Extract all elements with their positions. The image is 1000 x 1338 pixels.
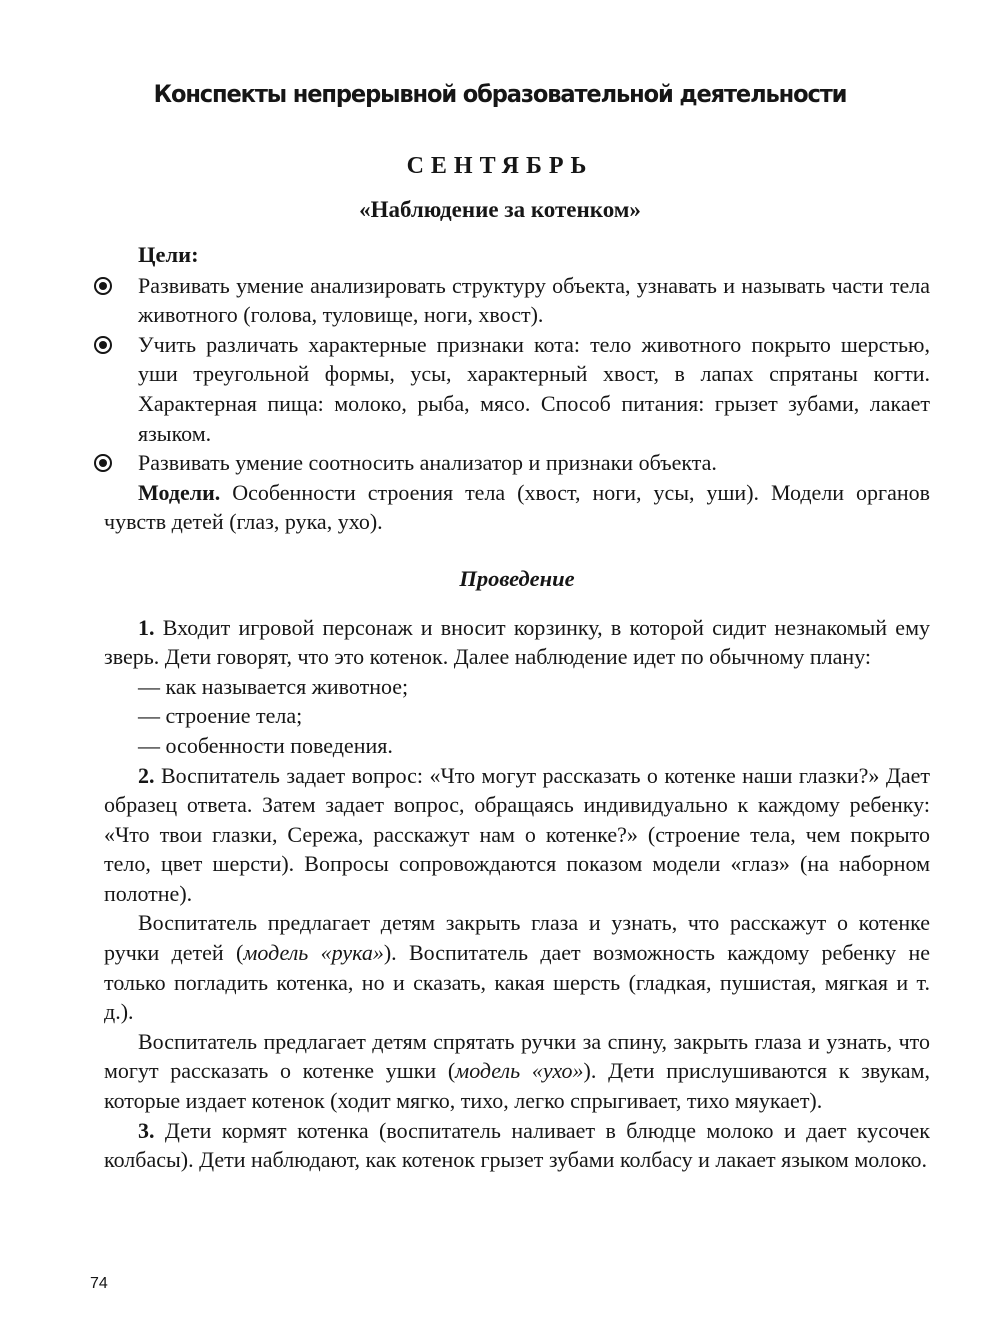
model-reference: модель «рука» [243,940,384,966]
paragraph-text: ). Воспитатель дает возможность каждому ребенку не только погладить котенка, но и сказать, какая шерсть (гладкая, пушистая, мягкая и т. д.). [104,940,930,1025]
lesson-title: «Наблюдение за котенком» [359,197,641,222]
dash-list-item: — строение тела; [138,703,303,729]
procedure-paragraph-hands [104,908,930,1026]
circled-dot-bullet-icon [94,277,112,295]
models-text: Особенности строения тела (хвост, ноги, усы, уши). Модели органов чувств детей (глаз, рука, ухо). [104,479,930,535]
procedure-step-2 [104,761,930,909]
step-number: 3. [138,1117,155,1143]
model-reference: модель «ухо» [455,1058,584,1084]
step-number: 2. [138,762,155,788]
dash-list-item: — как называется животное; [138,673,409,699]
procedure-step-1 [104,613,930,672]
main-text [104,240,930,1175]
step-number: 1. [138,614,155,640]
circled-dot-bullet-icon [94,336,112,354]
goal-item [104,271,930,330]
paragraph-text: Воспитатель предлагает детям спрятать ручки за спину, закрыть глаза и узнать, что могут рассказать о котенке ушки ( [104,1028,930,1084]
goal-item [104,330,930,448]
step-text: Дети кормят котенка (воспитатель наливает в блюдце молоко и дает кусочек колбасы). Дети наблюдают, как котенок грызет зубами колбасу и лакает языком молоко. [104,1117,930,1173]
step-text: Воспитатель задает вопрос: «Что могут рассказать о котенке наши глазки?» Дает образец ответа. Затем задает вопрос, обращаясь индивидуально к каждому ребенку: «Что твои глазки, Сережа, расскажут нам о котенке?» (строение тела, чем покрыто тело, цвет шерсти). Вопросы сопровождаются показом модели «глаз» (на наборном полотне). [104,762,930,906]
goal-item [104,448,930,478]
procedure-step-3 [104,1116,930,1175]
paragraph-text: ). Дети прислушиваются к звукам, которые издает котенок (ходит мягко, тихо, легко спрыгивает, тихо мяукает). [104,1058,930,1114]
page-number: 74 [90,1275,108,1292]
paragraph-text: Воспитатель предлагает детям закрыть глаза и узнать, что расскажут о котенке ручки детей ( [104,910,930,966]
procedure-paragraph-ears [104,1027,930,1116]
circled-dot-bullet-icon [94,454,112,472]
goal-text: Учить различать характерные признаки кота: тело животного покрыто шерстью, уши треугольной формы, усы, характерный хвост, в лапах спрятаны когти. Характерная пища: молоко, рыба, мясо. Способ питания: грызет зубами, лакает языком. [138,331,930,446]
running-head: Конспекты непрерывной образовательной деятельности [153,80,847,108]
goal-text: Развивать умение анализировать структуру объекта, узнавать и называть части тела животного (голова, туловище, ноги, хвост). [138,272,930,328]
models-label: Модели. [138,479,221,505]
step-text: Входит игровой персонаж и вносит корзинку, в которой сидит незнакомый ему зверь. Дети говорят, что это котенок. Далее наблюдение идет по обычному плану: [104,614,930,670]
goal-text: Развивать умение соотносить анализатор и признаки объекта. [138,450,717,476]
models-paragraph [104,478,930,537]
goals-heading: Цели: [138,242,199,267]
procedure-heading: Проведение [459,565,575,591]
month-heading: СЕНТЯБРЬ [406,153,594,179]
dash-list-item: — особенности поведения. [138,732,393,758]
